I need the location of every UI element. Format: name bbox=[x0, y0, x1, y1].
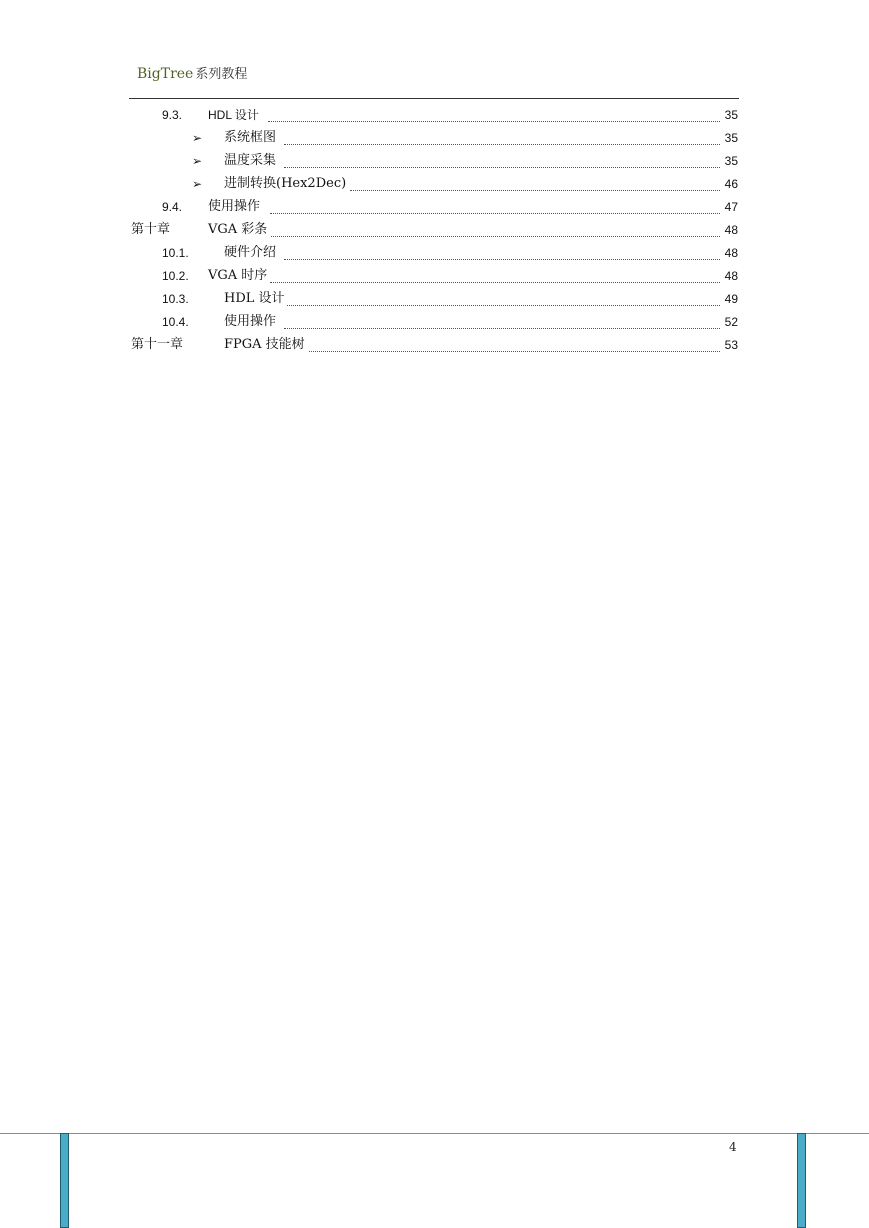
toc-entry-title: 使用操作 bbox=[224, 314, 277, 329]
toc-entry[interactable] bbox=[160, 289, 738, 309]
footer-bar-right bbox=[797, 1133, 806, 1228]
toc-entry[interactable] bbox=[160, 197, 738, 217]
toc-entry-title: 硬件介绍 bbox=[224, 245, 277, 260]
toc-entry-title: 温度采集 bbox=[224, 153, 277, 168]
toc-entry-page: 52 bbox=[724, 315, 738, 329]
toc-entry-page: 46 bbox=[724, 177, 738, 191]
toc-chapter-number: 第十章 bbox=[131, 222, 171, 237]
toc-entry-number: 9.4. bbox=[162, 200, 183, 214]
toc-entry-number: 10.2. bbox=[162, 269, 189, 283]
toc-entry-title: VGA 时序 bbox=[208, 268, 268, 283]
toc-entry-title: VGA 彩条 bbox=[208, 222, 268, 237]
bullet-arrow-icon: ➢ bbox=[192, 131, 203, 145]
toc-leader bbox=[271, 236, 720, 237]
toc-entry[interactable] bbox=[160, 151, 738, 171]
toc-entry-page: 48 bbox=[724, 269, 738, 283]
toc-entry-number: 10.4. bbox=[162, 315, 189, 329]
toc-entry-title: 使用操作 bbox=[208, 199, 261, 214]
toc-entry[interactable] bbox=[160, 105, 738, 125]
toc-entry[interactable] bbox=[160, 312, 738, 332]
running-header bbox=[137, 63, 247, 83]
toc-leader bbox=[284, 259, 720, 260]
toc-leader bbox=[284, 167, 720, 168]
toc-leader bbox=[270, 282, 720, 283]
footer-rule bbox=[0, 1133, 869, 1134]
header-brand: BigTree bbox=[137, 66, 194, 82]
toc-entry-number: 10.1. bbox=[162, 246, 189, 260]
toc-entry[interactable] bbox=[131, 220, 738, 240]
toc-chapter-number: 第十一章 bbox=[131, 337, 184, 352]
toc-entry-title: 系统框图 bbox=[224, 130, 277, 145]
toc-entry-page: 35 bbox=[724, 131, 738, 145]
toc-entry[interactable] bbox=[160, 243, 738, 263]
bullet-arrow-icon: ➢ bbox=[192, 177, 203, 191]
header-series: 系列教程 bbox=[195, 67, 248, 82]
toc-entry[interactable] bbox=[160, 266, 738, 286]
header-rule bbox=[129, 98, 739, 99]
toc-entry[interactable] bbox=[160, 174, 738, 194]
toc-entry-number: 10.3. bbox=[162, 292, 189, 306]
toc-leader bbox=[284, 144, 720, 145]
toc-leader bbox=[350, 190, 720, 191]
toc-leader bbox=[270, 213, 720, 214]
toc-entry-page: 48 bbox=[724, 223, 738, 237]
toc-entry-title: HDL 设计 bbox=[224, 291, 285, 306]
toc-entry-title: 进制转换(Hex2Dec) bbox=[224, 176, 347, 191]
toc-entry-page: 49 bbox=[724, 292, 738, 306]
toc-leader bbox=[284, 305, 720, 306]
page-number: 4 bbox=[729, 1140, 737, 1154]
toc-entry[interactable] bbox=[160, 128, 738, 148]
toc-entry-page: 35 bbox=[724, 154, 738, 168]
bullet-arrow-icon: ➢ bbox=[192, 154, 203, 168]
toc-leader bbox=[268, 121, 720, 122]
toc-entry-page: 48 bbox=[724, 246, 738, 260]
toc-entry-page: 47 bbox=[724, 200, 738, 214]
toc-entry[interactable] bbox=[131, 335, 738, 355]
toc-entry-number: 9.3. bbox=[162, 108, 183, 122]
toc-entry-page: 35 bbox=[724, 108, 738, 122]
toc-entry-title: HDL 设计 bbox=[208, 108, 259, 122]
toc-entry-title: FPGA 技能树 bbox=[224, 337, 305, 352]
footer-bar-left bbox=[60, 1133, 69, 1228]
toc-leader bbox=[284, 328, 720, 329]
toc-entry-page: 53 bbox=[724, 338, 738, 352]
toc-leader bbox=[309, 351, 720, 352]
